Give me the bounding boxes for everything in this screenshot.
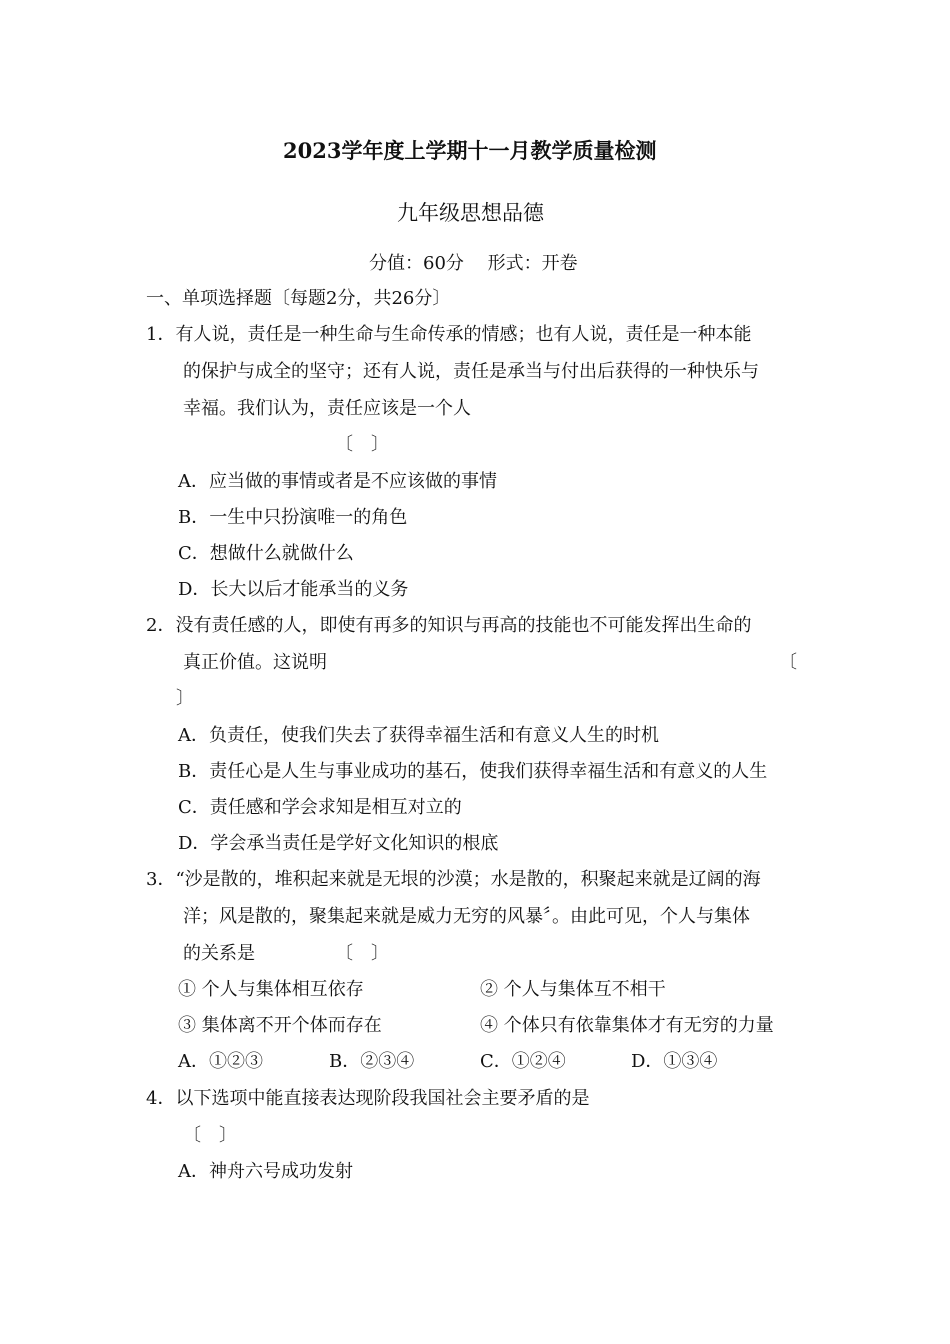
q4-answer-bracket: 〔 〕 xyxy=(183,1125,237,1146)
q3-line3: 的关系是 xyxy=(183,943,255,964)
q1-option-c: C．想做什么就做什么 xyxy=(178,543,354,564)
q2-option-b: B．责任心是人生与事业成功的基石，使我们获得幸福生活和有意义的人生 xyxy=(178,761,768,782)
q3-option-b: B．②③④ xyxy=(329,1051,415,1072)
q2-option-d: D．学会承当责任是学好文化知识的根底 xyxy=(178,833,499,854)
q3-line1: 3．“沙是散的，堆积起来就是无垠的沙漠；水是散的，积聚起来就是辽阔的海 xyxy=(146,869,761,890)
q2-line1: 2．没有责任感的人，即使有再多的知识与再高的技能也不可能发挥出生命的 xyxy=(146,615,752,636)
q3-statement-3: ③ 集体离不开个体而存在 xyxy=(178,1015,382,1036)
q2-line2: 真正价值。这说明 xyxy=(183,652,327,673)
q1-line3: 幸福。我们认为，责任应该是一个人 xyxy=(183,398,471,419)
q1-line2: 的保护与成全的坚守；还有人说，责任是承当与付出后获得的一种快乐与 xyxy=(183,361,759,382)
section-heading: 一、单项选择题〔每题2分，共26分〕 xyxy=(146,288,451,309)
q1-answer-bracket: 〔 〕 xyxy=(335,434,389,455)
q3-option-c: C．①②④ xyxy=(480,1051,566,1072)
q3-statement-2: ② 个人与集体互不相干 xyxy=(480,979,666,1000)
q3-answer-bracket: 〔 〕 xyxy=(335,943,389,964)
exam-meta: 分值：60分 形式：开卷 xyxy=(369,253,578,274)
q1-line1: 1．有人说，责任是一种生命与生命传承的情感；也有人说，责任是一种本能 xyxy=(146,324,752,345)
exam-title: 2023学年度上学期十一月教学质量检测 xyxy=(283,138,657,163)
q1-option-d: D．长大以后才能承当的义务 xyxy=(178,579,409,600)
q3-statement-1: ① 个人与集体相互依存 xyxy=(178,979,364,1000)
q3-statement-4: ④ 个体只有依靠集体才有无穷的力量 xyxy=(480,1015,774,1036)
q4-line1: 4．以下选项中能直接表达现阶段我国社会主要矛盾的是 xyxy=(146,1088,590,1109)
q1-option-b: B．一生中只扮演唯一的角色 xyxy=(178,507,408,528)
q2-option-a: A．负责任，使我们失去了获得幸福生活和有意义人生的时机 xyxy=(178,725,659,746)
q3-option-a: A．①②③ xyxy=(178,1051,263,1072)
q2-bracket-open: 〔 xyxy=(779,652,797,673)
q2-option-c: C．责任感和学会求知是相互对立的 xyxy=(178,797,462,818)
q2-bracket-close: 〕 xyxy=(176,688,194,709)
q3-option-d: D．①③④ xyxy=(631,1051,718,1072)
q4-option-a: A．神舟六号成功发射 xyxy=(178,1161,353,1182)
q1-option-a: A．应当做的事情或者是不应该做的事情 xyxy=(178,471,497,492)
exam-subtitle: 九年级思想品德 xyxy=(397,201,544,225)
q3-line2: 洋；风是散的，聚集起来就是威力无穷的风暴〞。由此可见，个人与集体 xyxy=(183,906,750,927)
